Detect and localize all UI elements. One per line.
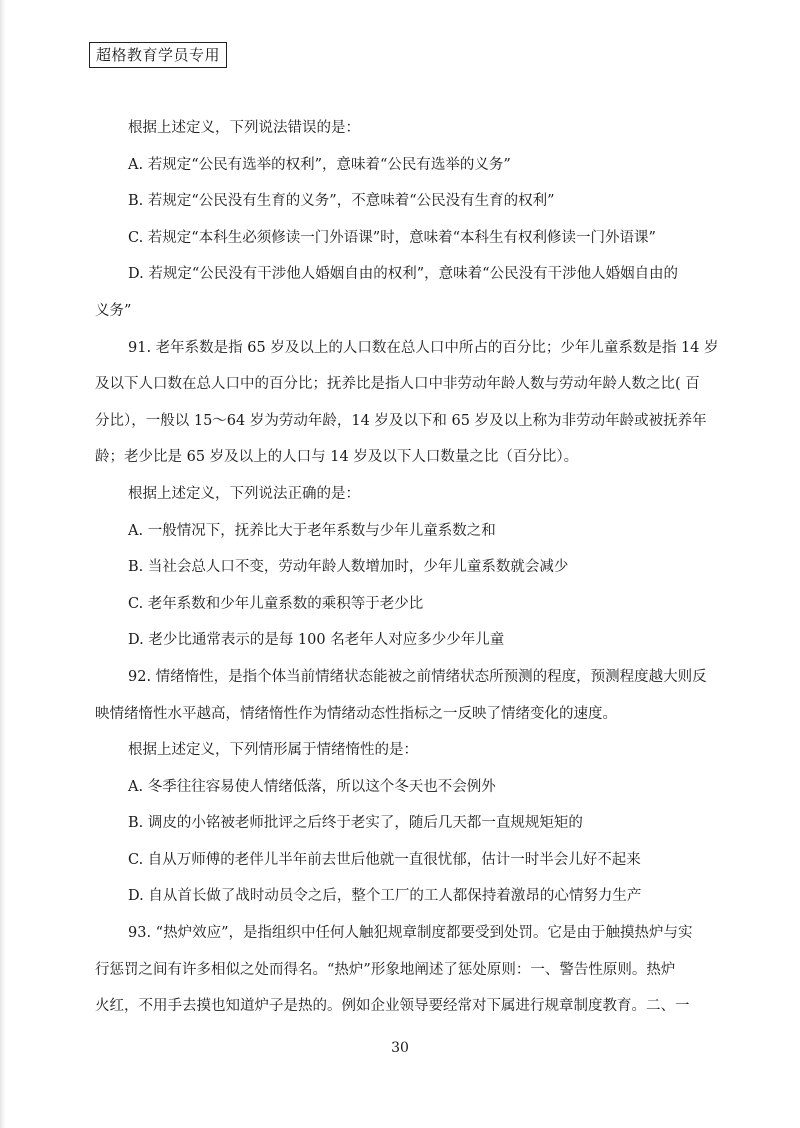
text-line: D. 老少比通常表示的是每 100 名老年人对应多少少年儿童 bbox=[128, 632, 505, 649]
text-line: C. 老年系数和少年儿童系数的乘积等于老少比 bbox=[128, 595, 424, 612]
text-line: D. 若规定“公民没有干涉他人婚姻自由的权利”，意味着“公民没有干涉他人婚姻自由的 bbox=[128, 266, 679, 283]
text-line: 行惩罚之间有许多相似之处而得名。“热炉”形象地阐述了惩处原则：一、警告性原则。热炉 bbox=[95, 961, 676, 978]
text-line: 根据上述定义，下列说法正确的是： bbox=[128, 485, 360, 502]
text-line: 映情绪惰性水平越高，情绪惰性作为情绪动态性指标之一反映了情绪变化的速度。 bbox=[95, 705, 617, 722]
page-content bbox=[95, 116, 737, 1031]
text-line: A. 冬季往往容易使人情绪低落，所以这个冬天也不会例外 bbox=[128, 778, 496, 795]
text-line: A. 一般情况下，抚养比大于老年系数与少年儿童系数之和 bbox=[128, 522, 496, 539]
text-line: C. 自从万师傅的老伴儿半年前去世后他就一直很忧郁，估计一时半会儿好不起来 bbox=[128, 851, 641, 868]
scan-edge bbox=[0, 0, 6, 1128]
text-line: A. 若规定“公民有选举的权利”，意味着“公民有选举的义务” bbox=[128, 156, 511, 173]
text-line: 91. 老年系数是指 65 岁及以上的人口数在总人口中所占的百分比；少年儿童系数是指 14 岁 bbox=[128, 339, 719, 356]
text-line: D. 自从首长做了战时动员令之后，整个工厂的工人都保持着激昂的心情努力生产 bbox=[128, 888, 642, 905]
text-line: B. 调皮的小铭被老师批评之后终于老实了，随后几天都一直规规矩矩的 bbox=[128, 815, 583, 832]
text-line: 根据上述定义，下列情形属于情绪惰性的是： bbox=[128, 742, 418, 759]
text-line: 根据上述定义，下列说法错误的是： bbox=[128, 120, 360, 136]
header-label: 超格教育学员专用 bbox=[89, 42, 227, 68]
text-line: 龄；老少比是 65 岁及以上的人口与 14 岁及以下人口数量之比（百分比）。 bbox=[95, 449, 579, 466]
text-line: C. 若规定“本科生必须修读一门外语课”时，意味着“本科生有权利修读一门外语课” bbox=[128, 229, 656, 246]
text-line: 义务” bbox=[95, 302, 132, 319]
text-line: 93. “热炉效应”，是指组织中任何人触犯规章制度都要受到处罚。它是由于触摸热炉与实 bbox=[128, 925, 693, 942]
page-number: 30 bbox=[391, 1040, 409, 1056]
text-line: B. 若规定“公民没有生育的义务”，不意味着“公民没有生育的权利” bbox=[128, 193, 555, 210]
text-line: B. 当社会总人口不变，劳动年龄人数增加时，少年儿童系数就会减少 bbox=[128, 559, 569, 576]
text-line: 火红，不用手去摸也知道炉子是热的。例如企业领导要经常对下属进行规章制度教育。二、一 bbox=[95, 998, 690, 1015]
text-line: 92. 情绪惰性，是指个体当前情绪状态能被之前情绪状态所预测的程度，预测程度越大则反 bbox=[128, 668, 707, 685]
text-line: 分比），一般以 15～64 岁为劳动年龄，14 岁及以下和 65 岁及以上称为非劳动年龄或被抚养年 bbox=[95, 412, 707, 429]
text-line: 及以下人口数在总人口中的百分比；抚养比是指人口中非劳动年龄人数与劳动年龄人数之比( 百 bbox=[95, 376, 700, 393]
